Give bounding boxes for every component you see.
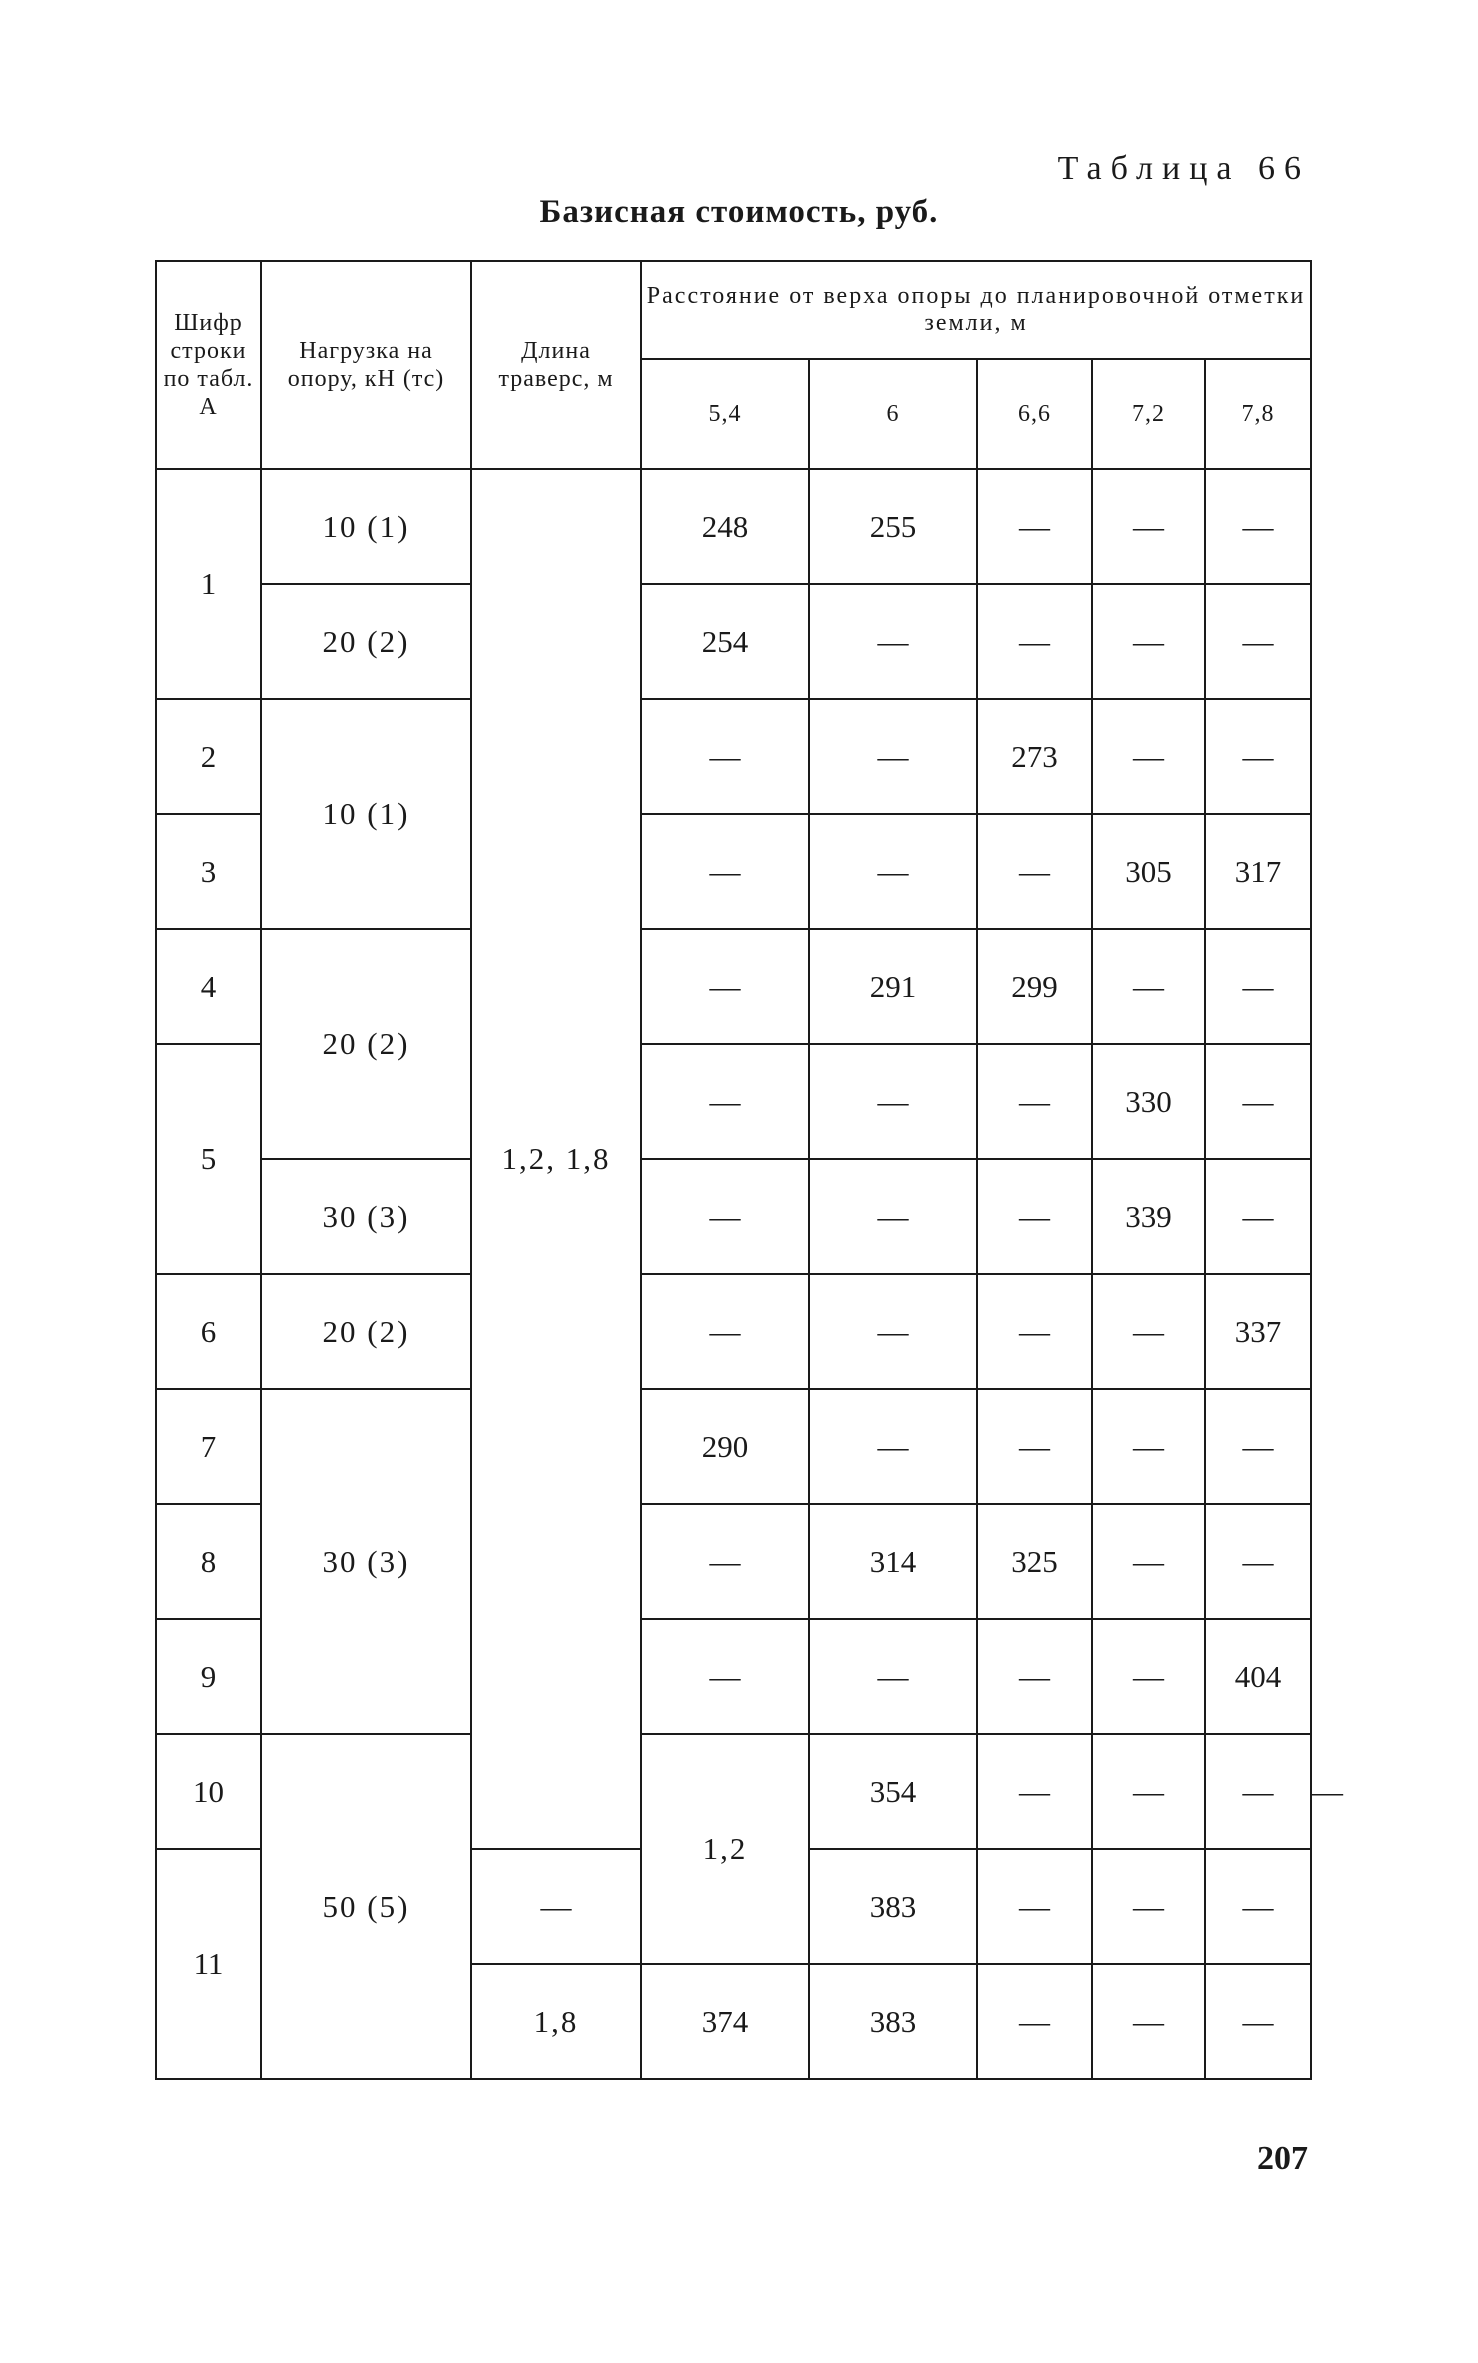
cell-value: —	[1092, 1389, 1205, 1504]
row-code: 4	[156, 929, 261, 1044]
header-distance: Расстояние от верха опоры до планировочной отметки земли, м	[641, 261, 1311, 359]
cell-value: 317	[1205, 814, 1311, 929]
row-code: 2	[156, 699, 261, 814]
cell-value: —	[809, 1389, 977, 1504]
cell-value: —	[977, 814, 1092, 929]
cell-value: —	[1092, 1504, 1205, 1619]
cell-value: —	[809, 814, 977, 929]
cell-value: —	[809, 699, 977, 814]
row-length: 1,8	[471, 1964, 641, 2079]
row-length-shared: 1,2, 1,8	[471, 469, 641, 1849]
cell-value: 325	[977, 1504, 1092, 1619]
cell-value: —	[1205, 929, 1311, 1044]
cell-value: 305	[1092, 814, 1205, 929]
row-load: 20 (2)	[261, 929, 471, 1159]
header-load: Нагрузка на опору, кН (тс)	[261, 261, 471, 469]
row-code: 9	[156, 1619, 261, 1734]
row-code: 10	[156, 1734, 261, 1849]
cell-value: 314	[809, 1504, 977, 1619]
header-code: Шифр строки по табл. А	[156, 261, 261, 469]
cell-value: 337	[1205, 1274, 1311, 1389]
table-row	[156, 929, 1311, 1044]
cell-value: —	[977, 1389, 1092, 1504]
row-load: 10 (1)	[261, 699, 471, 929]
table-row: 10 50 (5) 1,2 354 — — — —	[156, 1734, 1311, 1849]
cell-value: 374	[641, 1964, 809, 2079]
cell-value: 354	[809, 1734, 977, 1849]
cell-value: —	[977, 1619, 1092, 1734]
cell-value: —	[1205, 1964, 1311, 2079]
row-length: 1,2	[641, 1734, 809, 1964]
cell-value: 255	[809, 469, 977, 584]
cell-value: 383	[809, 1964, 977, 2079]
cell-value: —	[977, 1044, 1092, 1159]
cell-value: —	[809, 1159, 977, 1274]
cell-value: —	[1092, 1849, 1205, 1964]
row-code: 3	[156, 814, 261, 929]
row-load: 30 (3)	[261, 1389, 471, 1734]
cell-value: —	[1092, 1274, 1205, 1389]
cell-value: 330	[1092, 1044, 1205, 1159]
cell-value: —	[1205, 469, 1311, 584]
cell-value: —	[977, 1734, 1092, 1849]
row-load: 50 (5)	[261, 1734, 471, 2079]
table-row	[156, 1389, 1311, 1504]
cell-value: —	[1205, 584, 1311, 699]
cell-value: —	[809, 1044, 977, 1159]
header-distance-col: 6	[809, 359, 977, 469]
cell-value: —	[1205, 1044, 1311, 1159]
cell-value: 273	[977, 699, 1092, 814]
table-label: Таблица 66	[1057, 150, 1310, 187]
cell-value: —	[1205, 1159, 1311, 1274]
cell-value: —	[641, 1274, 809, 1389]
cell-value: —	[977, 469, 1092, 584]
header-length: Длина траверс, м	[471, 261, 641, 469]
cell-value: —	[1092, 699, 1205, 814]
page-number: 207	[1257, 2140, 1308, 2177]
cell-value: —	[1205, 1734, 1311, 1849]
cell-value: 299	[977, 929, 1092, 1044]
cell-value: —	[641, 1619, 809, 1734]
row-code: 1	[156, 469, 261, 699]
cell-value: —	[977, 1964, 1092, 2079]
cell-value: —	[471, 1849, 641, 1964]
cell-value: —	[809, 584, 977, 699]
cell-value: —	[809, 1274, 977, 1389]
row-code: 8	[156, 1504, 261, 1619]
cell-value: —	[1092, 469, 1205, 584]
cell-value: —	[641, 699, 809, 814]
header-distance-col: 7,2	[1092, 359, 1205, 469]
cell-value: 404	[1205, 1619, 1311, 1734]
table-row	[156, 699, 1311, 814]
row-load: 20 (2)	[261, 584, 471, 699]
cell-value: —	[1205, 1849, 1311, 1964]
header-distance-col: 7,8	[1205, 359, 1311, 469]
cell-value: —	[641, 1504, 809, 1619]
table-title: Базисная стоимость, руб.	[539, 194, 939, 230]
cell-value: —	[977, 1159, 1092, 1274]
cell-value: —	[641, 814, 809, 929]
cell-value: —	[1205, 1504, 1311, 1619]
cell-value: —	[977, 1849, 1092, 1964]
table-row	[156, 1274, 1311, 1389]
cell-value: —	[1092, 1964, 1205, 2079]
cell-value: —	[809, 1619, 977, 1734]
row-load: 10 (1)	[261, 469, 471, 584]
cell-value: —	[641, 929, 809, 1044]
cell-value: —	[1205, 1389, 1311, 1504]
cell-value: —	[1205, 699, 1311, 814]
cost-table	[155, 260, 1344, 2080]
row-load: 20 (2)	[261, 1274, 471, 1389]
cell-value: 254	[641, 584, 809, 699]
cell-value: —	[1092, 929, 1205, 1044]
cell-value: 383	[809, 1849, 977, 1964]
table-row	[156, 584, 1311, 699]
table-row	[156, 469, 1311, 584]
cell-value: 290	[641, 1389, 809, 1504]
cell-value: —	[977, 1274, 1092, 1389]
table-row	[156, 1159, 1311, 1274]
row-load: 30 (3)	[261, 1159, 471, 1274]
row-code: 5	[156, 1044, 261, 1274]
cell-value: —	[641, 1159, 809, 1274]
cell-value: —	[1092, 1619, 1205, 1734]
header-distance-col: 6,6	[977, 359, 1092, 469]
header-distance-col: 5,4	[641, 359, 809, 469]
cell-value: —	[977, 584, 1092, 699]
cell-value: —	[641, 1044, 809, 1159]
row-code: 11	[156, 1849, 261, 2079]
cell-value: 339	[1092, 1159, 1205, 1274]
row-code: 7	[156, 1389, 261, 1504]
row-code: 6	[156, 1274, 261, 1389]
cell-value: 248	[641, 469, 809, 584]
cell-value: —	[1092, 1734, 1205, 1849]
cell-value: 291	[809, 929, 977, 1044]
cell-value: —	[1092, 584, 1205, 699]
